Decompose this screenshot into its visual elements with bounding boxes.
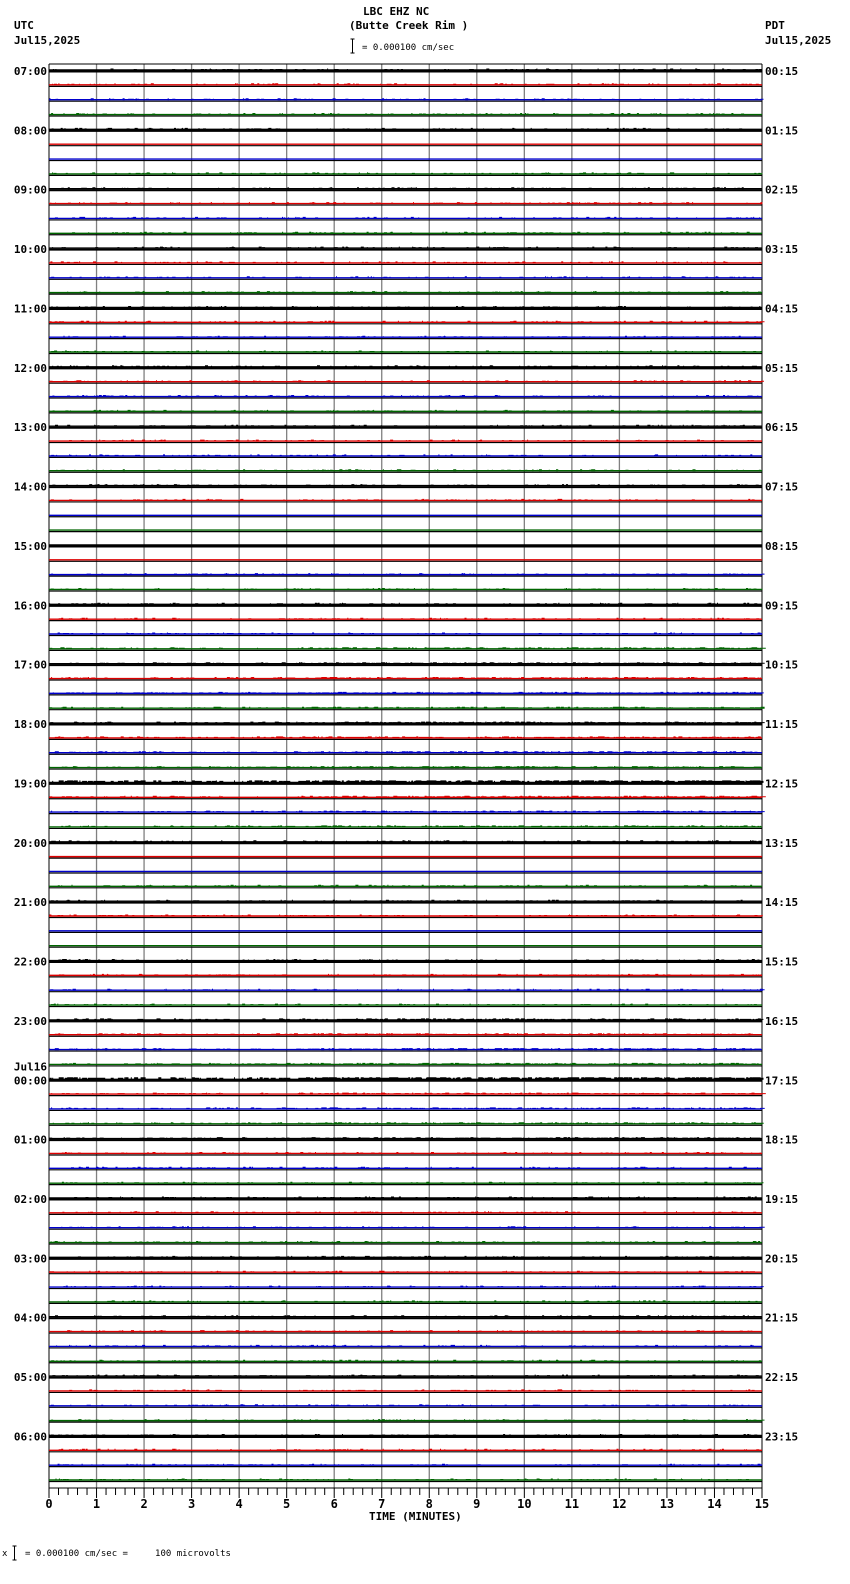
utc-hour-label: 08:00 xyxy=(13,124,47,138)
scale-text: = 0.000100 cm/sec xyxy=(362,43,455,53)
pdt-hour-label: 16:15 xyxy=(765,1014,799,1028)
pdt-hour-label: 18:15 xyxy=(765,1133,799,1147)
pdt-hour-label: 17:15 xyxy=(765,1074,799,1088)
utc-hour-label: 01:00 xyxy=(13,1133,47,1147)
station-site: (Butte Creek Rim ) xyxy=(349,19,469,32)
left-timezone: UTC xyxy=(14,19,34,32)
pdt-hour-label: 14:15 xyxy=(765,896,799,910)
x-tick-label: 11 xyxy=(564,1497,580,1511)
pdt-hour-label: 03:15 xyxy=(765,243,799,257)
station-title: LBC EHZ NC xyxy=(363,5,430,18)
right-date: Jul15,2025 xyxy=(765,34,832,47)
utc-hour-label: 06:00 xyxy=(13,1430,47,1444)
utc-hour-label: 00:00 xyxy=(13,1074,47,1088)
x-tick-label: 10 xyxy=(517,1497,532,1511)
pdt-hour-label: 10:15 xyxy=(765,658,799,672)
pdt-hour-label: 06:15 xyxy=(765,421,799,435)
x-tick-label: 9 xyxy=(473,1497,481,1511)
utc-hour-label: 13:00 xyxy=(13,421,47,435)
utc-hour-label: 02:00 xyxy=(13,1193,47,1206)
pdt-hour-label: 00:15 xyxy=(765,65,799,78)
x-tick-label: 4 xyxy=(235,1497,243,1511)
x-tick-label: 1 xyxy=(92,1497,101,1511)
x-tick-label: 13 xyxy=(659,1497,675,1511)
utc-hour-label: 16:00 xyxy=(13,599,47,613)
utc-hour-label: 23:00 xyxy=(13,1014,47,1028)
utc-hour-label: 17:00 xyxy=(13,658,47,672)
x-tick-label: 6 xyxy=(330,1497,338,1511)
pdt-hour-label: 11:15 xyxy=(765,718,799,732)
footer-scale-prefix: x xyxy=(2,1549,8,1559)
pdt-hour-label: 12:15 xyxy=(765,777,799,791)
utc-hour-label: 03:00 xyxy=(13,1252,47,1266)
pdt-hour-label: 19:15 xyxy=(765,1193,799,1206)
pdt-hour-label: 05:15 xyxy=(765,361,799,375)
x-tick-label: 12 xyxy=(612,1497,627,1511)
utc-hour-label: 09:00 xyxy=(13,183,47,197)
pdt-hour-label: 07:15 xyxy=(765,480,799,494)
utc-hour-label: 20:00 xyxy=(13,836,47,850)
pdt-hour-label: 23:15 xyxy=(765,1430,799,1444)
utc-hour-label: 19:00 xyxy=(13,777,47,791)
pdt-hour-label: 02:15 xyxy=(765,183,799,197)
x-tick-label: 14 xyxy=(707,1497,722,1511)
pdt-hour-label: 22:15 xyxy=(765,1371,799,1385)
x-axis-label: TIME (MINUTES) xyxy=(369,1510,462,1523)
pdt-hour-label: 04:15 xyxy=(765,302,799,316)
utc-hour-label: 11:00 xyxy=(13,302,47,316)
date-change-label: Jul16 xyxy=(13,1060,47,1074)
x-tick-label: 5 xyxy=(283,1497,291,1511)
x-tick-label: 7 xyxy=(378,1497,386,1511)
utc-hour-label: 14:00 xyxy=(13,480,47,494)
utc-hour-label: 21:00 xyxy=(13,896,47,910)
right-timezone: PDT xyxy=(765,19,785,32)
pdt-hour-label: 20:15 xyxy=(765,1252,799,1266)
pdt-hour-label: 01:15 xyxy=(765,124,799,138)
utc-hour-label: 15:00 xyxy=(13,539,47,553)
x-tick-label: 15 xyxy=(754,1497,770,1511)
x-tick-label: 0 xyxy=(45,1497,53,1511)
utc-hour-label: 05:00 xyxy=(13,1371,47,1385)
pdt-hour-label: 08:15 xyxy=(765,539,799,553)
left-date: Jul15,2025 xyxy=(14,34,81,47)
pdt-hour-label: 09:15 xyxy=(765,599,799,613)
utc-hour-label: 04:00 xyxy=(13,1311,47,1325)
x-tick-label: 3 xyxy=(187,1497,196,1511)
utc-hour-label: 12:00 xyxy=(13,361,47,375)
utc-hour-label: 07:00 xyxy=(13,65,47,78)
utc-hour-label: 10:00 xyxy=(13,243,47,257)
footer-scale-text: = 0.000100 cm/sec = 100 microvolts xyxy=(25,1549,231,1559)
utc-hour-label: 22:00 xyxy=(13,955,47,969)
x-tick-label: 8 xyxy=(425,1497,433,1511)
pdt-hour-label: 13:15 xyxy=(765,836,799,850)
x-tick-label: 2 xyxy=(140,1497,148,1511)
pdt-hour-label: 15:15 xyxy=(765,955,799,969)
utc-hour-label: 18:00 xyxy=(13,718,47,732)
pdt-hour-label: 21:15 xyxy=(765,1311,799,1325)
